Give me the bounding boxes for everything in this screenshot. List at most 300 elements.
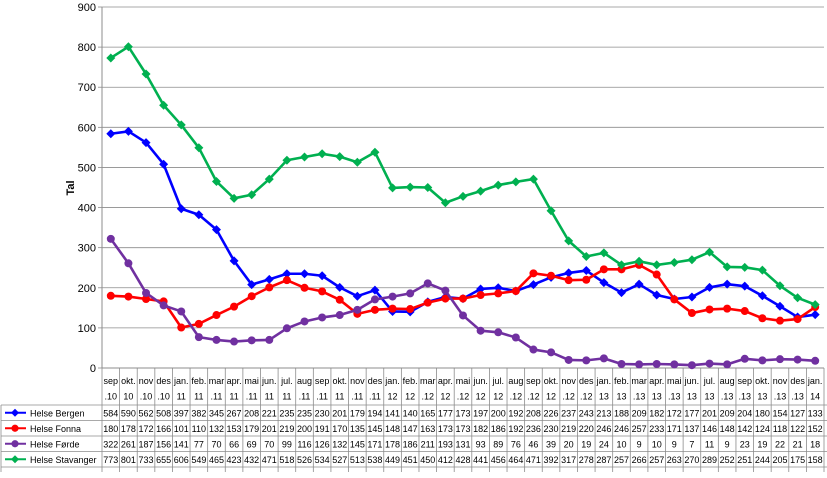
data-point [653, 360, 661, 368]
table-cell: 23 [739, 439, 750, 450]
table-cell: 209 [719, 408, 735, 419]
table-cell: 10 [616, 439, 627, 450]
data-point [124, 293, 132, 301]
table-cell: 186 [490, 423, 506, 434]
table-cell: 179 [349, 408, 365, 419]
legend-label: Helse Fonna [30, 423, 82, 434]
x-category-label: jun. [262, 376, 277, 386]
x-category-label: 12 [475, 391, 486, 402]
data-point [776, 317, 784, 325]
data-point [265, 283, 273, 291]
table-cell: 126 [314, 439, 330, 450]
x-category-label: aug [719, 376, 735, 386]
y-tick-label: 200 [77, 282, 96, 295]
data-point [565, 276, 573, 284]
data-point [529, 346, 537, 354]
table-cell: 9 [724, 439, 730, 450]
table-cell: 116 [297, 439, 312, 450]
x-category-label: des [579, 376, 594, 386]
x-category-label: 12 [493, 391, 504, 402]
table-cell: 526 [296, 454, 313, 465]
data-point [177, 323, 185, 331]
table-cell: 147 [402, 423, 418, 434]
table-cell: 606 [173, 454, 189, 465]
data-point [688, 309, 696, 317]
table-cell: 432 [244, 454, 260, 465]
table-cell: 441 [473, 454, 489, 465]
data-point [794, 315, 802, 323]
x-category-label: jul. [281, 376, 293, 386]
table-cell: 534 [314, 454, 330, 465]
legend-label: Helse Bergen [30, 408, 85, 419]
data-point [124, 259, 132, 267]
table-cell: 513 [349, 454, 365, 465]
x-category-label: nov [772, 376, 788, 386]
data-point [477, 291, 485, 299]
table-cell: 197 [473, 408, 489, 419]
table-cell: 194 [367, 408, 383, 419]
table-cell: 773 [103, 454, 119, 465]
data-point [107, 235, 115, 243]
table-cell: 201 [332, 408, 348, 419]
table-cell: 235 [279, 408, 295, 419]
x-category-label: .11 [369, 391, 381, 402]
data-point [441, 287, 449, 295]
x-category-label: apr. [226, 376, 242, 386]
table-cell: 163 [420, 423, 436, 434]
data-point [371, 295, 379, 303]
data-point [318, 287, 326, 295]
table-cell: 177 [437, 408, 453, 419]
table-cell: 219 [279, 423, 295, 434]
x-category-label: 13 [686, 391, 697, 402]
legend-label: Helse Førde [30, 439, 80, 450]
x-category-label: sep [314, 376, 330, 386]
y-tick-label: 400 [77, 202, 96, 215]
x-category-label: okt. [121, 376, 136, 386]
x-category-label: 12 [387, 391, 398, 402]
table-cell: 70 [264, 439, 275, 450]
legend-label: Helse Stavanger [30, 454, 97, 465]
table-cell: 205 [772, 454, 788, 465]
table-cell: 251 [737, 454, 753, 465]
table-cell: 191 [314, 423, 330, 434]
table-cell: 175 [790, 454, 806, 465]
table-cell: 66 [229, 439, 240, 450]
table-cell: 456 [490, 454, 506, 465]
table-cell: 148 [385, 423, 401, 434]
table-cell: 450 [420, 454, 436, 465]
data-point [512, 287, 520, 295]
x-category-label: des [156, 376, 171, 386]
x-category-label: .12 [580, 391, 593, 402]
data-point [283, 276, 291, 284]
x-category-label: okt. [332, 376, 347, 386]
x-category-label: 13 [598, 391, 609, 402]
table-cell: 192 [508, 423, 524, 434]
y-axis-title: Tal [65, 180, 77, 196]
data-point [406, 289, 414, 297]
table-cell: 538 [367, 454, 383, 465]
table-cell: 244 [754, 454, 770, 465]
y-tick-label: 100 [77, 322, 96, 335]
table-cell: 171 [666, 423, 682, 434]
table-cell: 173 [455, 408, 471, 419]
table-cell: 257 [613, 454, 630, 465]
x-category-label: 12 [546, 391, 557, 402]
table-cell: 89 [493, 439, 504, 450]
x-category-label: .12 [527, 391, 540, 402]
x-category-label: feb. [402, 376, 418, 386]
table-cell: 549 [191, 454, 207, 465]
x-category-label: 11 [335, 391, 345, 402]
x-category-label: 13 [757, 391, 768, 402]
table-cell: 153 [226, 423, 242, 434]
table-cell: 201 [702, 408, 718, 419]
data-point [706, 305, 714, 313]
table-cell: 124 [754, 423, 770, 434]
data-point [547, 272, 555, 280]
data-point [723, 360, 731, 368]
table-cell: 141 [173, 439, 189, 450]
table-cell: 192 [508, 408, 524, 419]
table-cell: 21 [792, 439, 803, 450]
data-point [617, 360, 625, 368]
data-point [758, 356, 766, 364]
table-cell: 9 [671, 439, 677, 450]
y-tick-label: 800 [77, 42, 96, 55]
data-point [582, 276, 590, 284]
table-cell: 451 [402, 454, 418, 465]
data-point [177, 307, 185, 315]
table-cell: 171 [367, 439, 383, 450]
data-point [459, 311, 467, 319]
x-category-label: 12 [440, 391, 451, 402]
table-cell: 148 [719, 423, 735, 434]
data-point [424, 279, 432, 287]
table-cell: 508 [156, 408, 172, 419]
table-cell: 20 [563, 439, 574, 450]
data-point [248, 336, 256, 344]
table-cell: 101 [173, 423, 189, 434]
data-point [142, 289, 150, 297]
x-category-label: aug [508, 376, 524, 386]
table-cell: 267 [226, 408, 242, 419]
table-cell: 132 [332, 439, 348, 450]
y-tick-label: 0 [89, 363, 96, 375]
table-cell: 236 [525, 423, 541, 434]
x-category-label: .12 [456, 391, 470, 402]
x-category-label: .13 [738, 391, 752, 402]
x-category-label: .13 [791, 391, 804, 402]
table-cell: 177 [684, 408, 700, 419]
y-tick-label: 700 [77, 82, 96, 95]
table-cell: 154 [772, 408, 788, 419]
table-cell: 118 [772, 423, 788, 434]
x-category-label: 11 [194, 391, 204, 402]
data-point [265, 336, 273, 344]
x-category-label: .10 [139, 391, 153, 402]
table-cell: 172 [138, 423, 154, 434]
table-cell: 584 [103, 408, 119, 419]
table-cell: 211 [420, 439, 435, 450]
table-cell: 142 [737, 423, 753, 434]
data-point [353, 306, 361, 314]
x-category-label: mar [208, 376, 225, 386]
table-cell: 287 [596, 454, 612, 465]
x-category-label: 11 [264, 391, 274, 402]
x-category-label: .13 [668, 391, 681, 402]
table-cell: 70 [211, 439, 222, 450]
table-cell: 257 [631, 423, 647, 434]
data-point [195, 333, 203, 341]
x-category-label: sep [737, 376, 753, 386]
data-point [160, 301, 168, 309]
x-category-label: .11 [351, 391, 364, 402]
table-cell: 252 [719, 454, 735, 465]
table-cell: 237 [561, 408, 577, 419]
data-point [406, 305, 414, 313]
table-cell: 178 [385, 439, 401, 450]
x-category-label: .13 [773, 391, 787, 402]
table-cell: 137 [684, 423, 700, 434]
x-category-label: 14 [810, 391, 821, 402]
x-category-label: .12 [421, 391, 435, 402]
x-category-label: 13 [616, 391, 627, 402]
table-cell: 10 [651, 439, 662, 450]
table-cell: 230 [314, 408, 330, 419]
table-cell: 562 [138, 408, 154, 419]
data-point [424, 299, 432, 307]
data-point [512, 334, 520, 342]
table-cell: 518 [279, 454, 295, 465]
table-cell: 170 [332, 423, 348, 434]
table-cell: 135 [349, 423, 365, 434]
data-point [336, 296, 344, 304]
x-category-label: jan. [173, 376, 189, 386]
x-category-label: 11 [176, 391, 186, 402]
data-point [301, 317, 309, 325]
table-cell: 213 [596, 408, 612, 419]
table-cell: 412 [437, 454, 453, 465]
x-category-label: nov [561, 376, 576, 386]
table-cell: 145 [367, 423, 383, 434]
x-category-label: feb. [191, 376, 207, 386]
data-point [670, 295, 678, 303]
table-cell: 270 [684, 454, 700, 465]
table-cell: 132 [208, 423, 224, 434]
x-category-label: .12 [509, 391, 523, 402]
data-point [318, 313, 326, 321]
table-cell: 246 [613, 423, 630, 434]
data-point [547, 348, 555, 356]
table-cell: 246 [596, 423, 612, 434]
table-cell: 471 [261, 454, 277, 465]
y-tick-label: 600 [77, 122, 96, 135]
data-point [494, 328, 502, 336]
table-cell: 221 [261, 408, 277, 419]
table-cell: 208 [244, 408, 260, 419]
table-cell: 166 [156, 423, 172, 434]
table-cell: 209 [631, 408, 647, 419]
data-point [389, 305, 397, 313]
table-cell: 187 [138, 439, 154, 450]
table-cell: 39 [546, 439, 557, 450]
table-cell: 179 [244, 423, 260, 434]
data-point [212, 336, 220, 344]
table-cell: 464 [508, 454, 524, 465]
x-category-label: 11 [282, 391, 292, 402]
x-category-label: feb. [613, 376, 629, 386]
table-cell: 46 [528, 439, 539, 450]
x-category-label: jun. [684, 376, 700, 386]
x-category-label: .10 [104, 391, 118, 402]
data-point [195, 320, 203, 328]
table-cell: 243 [578, 408, 594, 419]
table-cell: 11 [704, 439, 715, 450]
x-category-label: .11 [245, 391, 258, 402]
table-cell: 278 [578, 454, 594, 465]
table-cell: 527 [332, 454, 348, 465]
table-cell: 93 [475, 439, 486, 450]
table-cell: 182 [649, 408, 665, 419]
data-point [582, 356, 590, 364]
x-category-label: mar [631, 376, 647, 386]
table-cell: 133 [807, 408, 823, 419]
table-cell: 220 [578, 423, 594, 434]
table-cell: 423 [226, 454, 242, 465]
data-point [389, 293, 397, 301]
table-cell: 257 [649, 454, 665, 465]
table-cell: 261 [120, 439, 136, 450]
data-point [459, 295, 467, 303]
data-point [107, 292, 115, 300]
x-category-label: okt. [543, 376, 559, 386]
table-cell: 201 [261, 423, 277, 434]
table-cell: 200 [490, 408, 506, 419]
data-point [794, 356, 802, 364]
table-cell: 208 [525, 408, 541, 419]
x-category-label: .12 [562, 391, 575, 402]
table-cell: 178 [120, 423, 136, 434]
table-cell: 99 [281, 439, 292, 450]
data-point [565, 356, 573, 364]
table-cell: 77 [193, 439, 204, 450]
x-category-label: des [790, 376, 805, 386]
table-cell: 186 [402, 439, 418, 450]
table-cell: 131 [455, 439, 471, 450]
legend-marker-circle [11, 440, 18, 447]
table-cell: 158 [807, 454, 823, 465]
table-cell: 19 [757, 439, 768, 450]
table-cell: 19 [581, 439, 592, 450]
table-cell: 127 [790, 408, 806, 419]
table-cell: 152 [807, 423, 823, 434]
x-category-label: aug [296, 376, 313, 386]
x-category-label: sep [526, 376, 541, 386]
table-cell: 322 [103, 439, 119, 450]
table-cell: 219 [561, 423, 577, 434]
table-cell: 173 [437, 423, 453, 434]
x-category-label: .11 [210, 391, 223, 402]
data-point [688, 361, 696, 369]
x-category-label: des [367, 376, 383, 386]
x-category-label: sep [103, 376, 119, 386]
data-point [336, 311, 344, 319]
data-point [758, 314, 766, 322]
x-category-label: 13 [704, 391, 715, 402]
x-category-label: 13 [651, 391, 662, 402]
table-cell: 200 [296, 423, 313, 434]
data-point [670, 360, 678, 368]
x-category-label: jan. [807, 376, 823, 386]
table-cell: 733 [138, 454, 154, 465]
table-cell: 193 [437, 439, 453, 450]
x-category-label: .13 [632, 391, 646, 402]
table-cell: 204 [737, 408, 753, 419]
x-category-label: 10 [123, 391, 134, 402]
x-category-label: mai [667, 376, 682, 386]
table-cell: 9 [636, 439, 642, 450]
data-point [248, 292, 256, 300]
data-point [230, 338, 238, 346]
x-category-label: .11 [298, 391, 311, 402]
table-cell: 7 [689, 439, 695, 450]
table-cell: 76 [510, 439, 521, 450]
x-category-label: jun. [473, 376, 488, 386]
x-category-label: mai [244, 376, 259, 386]
data-point [635, 360, 643, 368]
table-cell: 449 [385, 454, 401, 465]
table-cell: 233 [649, 423, 665, 434]
data-point [653, 271, 661, 279]
table-cell: 156 [156, 439, 172, 450]
table-cell: 465 [208, 454, 224, 465]
data-point [706, 360, 714, 368]
table-cell: 317 [561, 454, 577, 465]
table-cell: 397 [173, 408, 189, 419]
table-cell: 188 [613, 408, 630, 419]
table-cell: 69 [246, 439, 257, 450]
x-category-label: .13 [720, 391, 734, 402]
y-tick-label: 900 [77, 2, 96, 14]
x-category-label: nov [350, 376, 365, 386]
data-point [301, 284, 309, 292]
x-category-label: jan. [596, 376, 612, 386]
table-cell: 382 [191, 408, 207, 419]
table-cell: 801 [120, 454, 136, 465]
table-cell: 22 [774, 439, 785, 450]
data-point [811, 357, 819, 365]
y-tick-label: 500 [77, 162, 96, 175]
x-category-label: jul. [703, 376, 716, 386]
data-point [600, 265, 608, 273]
data-point [283, 324, 291, 332]
data-point [741, 355, 749, 363]
table-cell: 226 [543, 408, 559, 419]
legend-marker-circle [11, 425, 18, 432]
data-point [723, 305, 731, 313]
table-cell: 18 [810, 439, 821, 450]
table-cell: 655 [156, 454, 172, 465]
y-tick-label: 300 [77, 242, 96, 255]
table-cell: 289 [702, 454, 718, 465]
table-cell: 345 [208, 408, 224, 419]
data-point [230, 303, 238, 311]
table-cell: 230 [543, 423, 559, 434]
table-cell: 471 [525, 454, 541, 465]
x-category-label: nov [138, 376, 154, 386]
